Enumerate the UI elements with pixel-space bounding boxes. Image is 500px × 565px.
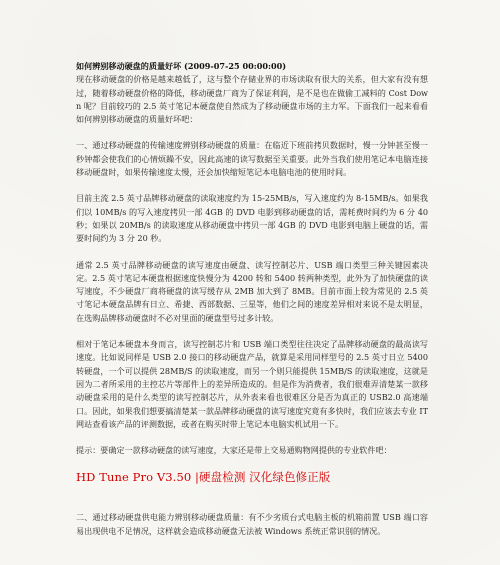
- paragraph-speed-numbers: 目前主流 2.5 英寸品牌移动硬盘的读取速度约为 15-25MB/s，写入速度约为 8-15MB/s。如果我们以 10MB/s 的写入速度拷贝一部 4GB 的 DVD 电影到移动硬盘的话，需耗费时间约为 6 分 40 秒；如果以 20MB/s 的读取速度从移动硬盘中拷贝一部 4GB 的 DVD 电影到电脑上硬盘的话，需要时间约为 3 分 20 秒。: [76, 193, 428, 244]
- article-title: 如何辨别移动硬盘的质量好坏 (2009-07-25 00:00:00): [76, 61, 287, 71]
- paragraph-intro: 现在移动硬盘的价格是越来越低了，这与整个存储业界的市场读取有很大的关系，但大家有没有想过，随着移动硬盘价格的降低，移动硬盘厂商为了保证利润，是不是也在做偷工减料的 Cost Down 呢？目前较巧的 2.5 英寸笔记本硬盘使自然成为了移动硬盘市场的主力军。下面我们一起来看看如何辨别移动硬盘的质量好坏吧：: [76, 74, 428, 125]
- software-description: 硬盘检测 汉化绿色修正版: [199, 470, 331, 485]
- paragraph-speed-intro: 一、通过移动硬盘的传输速度辨别移动硬盘的质量：在临近下班前拷贝数据时，慢一分钟甚至慢一秒钟都会使我们的心情烦躁不安，因此高速的读写数据至关重要。此外当我们使用笔记本电脑连接移动硬盘时，如果传输速度太慢，还会加快缩短笔记本电脑电池的使用时间。: [76, 140, 428, 178]
- article-body: [76, 60, 428, 551]
- software-link[interactable]: [76, 470, 428, 485]
- paragraph-tip: 提示：要确定一款移动硬盘的读写速度，大家还是带上交易通购物网提供的专业软件吧：: [76, 445, 392, 456]
- paragraph-power-supply: 二、通过移动硬盘供电能力辨别移动硬盘质量：有不少劣质台式电脑主板的机箱前置 USB 端口容易出现供电不足情况，这样就会造成移动硬盘无法被 Windows 系统正常识别的情况。: [76, 512, 428, 536]
- software-separator: |: [195, 470, 200, 485]
- software-name: HD Tune Pro V3.50: [76, 470, 192, 485]
- paragraph-controller-chip: 相对于笔记本硬盘本身而言，读写控制芯片和 USB 端口类型往往决定了品牌移动硬盘的最高读写速度。比如说同样是 USB 2.0 接口的移动硬盘产品，就算是采用同样型号的 2.5 英寸日立 5400 转硬盘，一个可以提供 28MB/S 的读取速度，而另一个则只能提供 15MB/S 的读取速度，这就是因为二者所采用的主控芯片等部件上的差异所造成的。但是作为消费者，我们很难弄清楚某一款移动硬盘采用的是什么类型的读写控制芯片，从外表来看也很难区分是否为真正的 USB2.0 高速端口。因此，如果我们想要搞清楚某一款品牌移动硬盘的读写速度究竟有多快时，我们应该去专业 IT 网站查看该产品的评测数据，或者在购买时带上笔记本电脑实机试用一下。: [76, 339, 428, 429]
- paragraph-factors: 通常 2.5 英寸品牌移动硬盘的读写速度由硬盘、读写控制芯片、USB 端口类型三种关键因素决定。2.5 英寸笔记本硬盘根据速度快慢分为 4200 转和 5400 转两种类型，此外为了加快硬盘的读写速度，不少硬盘厂商将硬盘的读写缓存从 2MB 加大到了 8MB。目前市面上较为常见的 2.5 英寸笔记本硬盘品牌有日立、希捷、西部数据、三星等，他们之间的速度差异相对来说不是太明显，在选购品牌移动硬盘时不必对里面的硬盘型号过多计较。: [76, 259, 428, 323]
